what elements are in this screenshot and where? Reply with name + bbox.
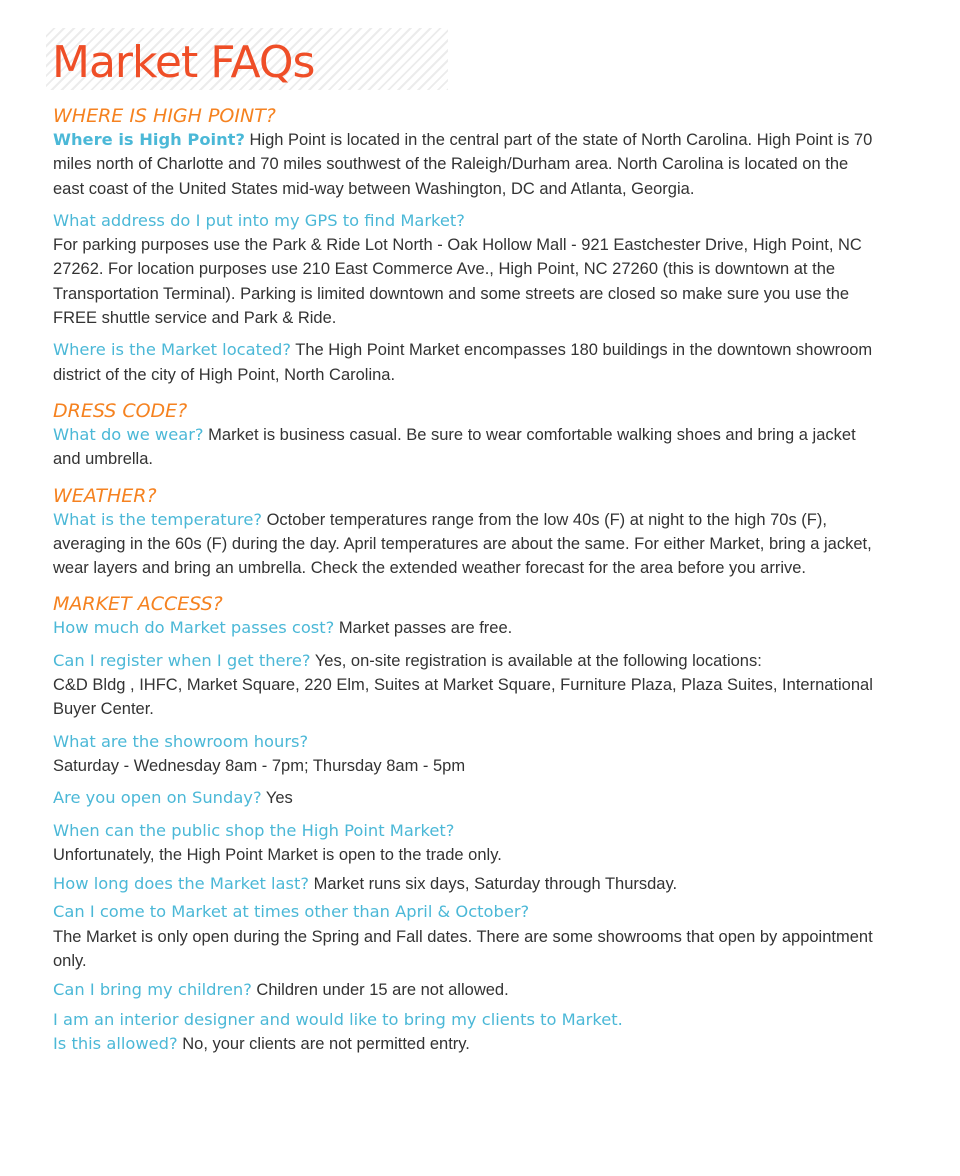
faq-answer: Yes [261,789,293,808]
faq-answer: Market passes are free. [334,619,513,638]
faq-question: Are you open on Sunday? [53,788,262,808]
faq-question: When can the public shop the High Point Market? [53,820,455,840]
faq-temperature [53,508,873,581]
faq-answer: October temperatures range from the low 40s (F) at night to the high 70s (F), averaging in the 60s (F) during the day. April temperatures are about the same. For either Market, bring a jacket, wear layers and bring an umbrella. Check the extended weather forecast for the area before you arrive. [53,510,872,578]
faq-question: Where is the Market located? [53,340,291,360]
section-heading-where: WHERE IS HIGH POINT? [53,105,276,127]
faq-question: What is the temperature? [53,509,263,529]
faq-other-times [53,900,873,973]
faq-question: Where is High Point? [53,130,245,149]
faq-answer-locations: C&D Bldg , IHFC, Market Square, 220 Elm, Suites at Market Square, Furniture Plaza, Plaza Suites, International Buyer Center. [53,676,873,719]
faq-bring-children [53,978,873,1002]
faq-question: Can I bring my children? [53,980,252,1000]
faq-answer: Market runs six days, Saturday through Thursday. [309,875,678,894]
faq-market-location [53,338,873,387]
faq-question: Can I register when I get there? [53,650,311,670]
section-heading-dress: DRESS CODE? [53,399,188,422]
faq-answer: For parking purposes use the Park & Ride Lot North - Oak Hollow Mall - 921 Eastchester Drive, High Point, NC 27262. For location purposes use 210 East Commerce Ave., High Point, NC 27260 (this is downtown at the Transportation Terminal). Parking is limited downtown and some streets are closed so make sure you use the FREE shuttle service and Park & Ride. [53,236,862,328]
faq-gps-address [53,209,873,330]
section-heading-access: MARKET ACCESS? [53,593,223,616]
faq-pass-cost [53,616,873,640]
faq-question: What do we wear? [53,424,204,444]
faq-public-shopping [53,819,873,868]
faq-answer: The Market is only open during the Spring and Fall dates. There are some showrooms that open by appointment only. [53,927,873,971]
faq-market-duration [53,872,873,896]
faq-content [53,104,873,1056]
faq-question: What address do I put into my GPS to find Market? [53,210,465,230]
faq-designer-clients [53,1008,873,1057]
faq-showroom-hours [53,730,873,779]
faq-on-site-registration [53,649,873,722]
faq-answer: Unfortunately, the High Point Market is open to the trade only. [53,845,502,864]
faq-answer: Children under 15 are not allowed. [251,981,509,1000]
faq-answer: Market is business casual. Be sure to wear comfortable walking shoes and bring a jacket and umbrella. [53,425,856,469]
faq-question: Can I come to Market at times other than April & October? [53,902,530,922]
page-title: Market FAQs [52,37,315,88]
faq-answer: High Point is located in the central part of the state of North Carolina. High Point is 70 miles north of Charlotte and 70 miles southwest of the Raleigh/Durham area. North Carolina is located on the east coast of the United States mid-way between Washington, DC and Atlanta, Georgia. [53,131,873,198]
faq-where-is-high-point [53,128,873,201]
faq-open-sunday [53,786,873,810]
faq-answer: The High Point Market encompasses 180 buildings in the downtown showroom district of the city of High Point, North Carolina. [53,341,873,384]
faq-question: How long does the Market last? [53,874,310,894]
faq-question: How much do Market passes cost? [53,618,335,638]
faq-answer: Saturday - Wednesday 8am - 7pm; Thursday 8am - 5pm [53,756,466,775]
faq-question-continued: Is this allowed? [53,1033,178,1053]
section-heading-weather: WEATHER? [53,484,157,507]
faq-question: What are the showroom hours? [53,731,309,751]
faq-answer: No, your clients are not permitted entry. [177,1034,470,1053]
faq-question: I am an interior designer and would like to bring my clients to Market. [53,1009,623,1029]
faq-what-to-wear [53,423,873,472]
faq-answer: Yes, on-site registration is available at the following locations: [310,651,762,670]
